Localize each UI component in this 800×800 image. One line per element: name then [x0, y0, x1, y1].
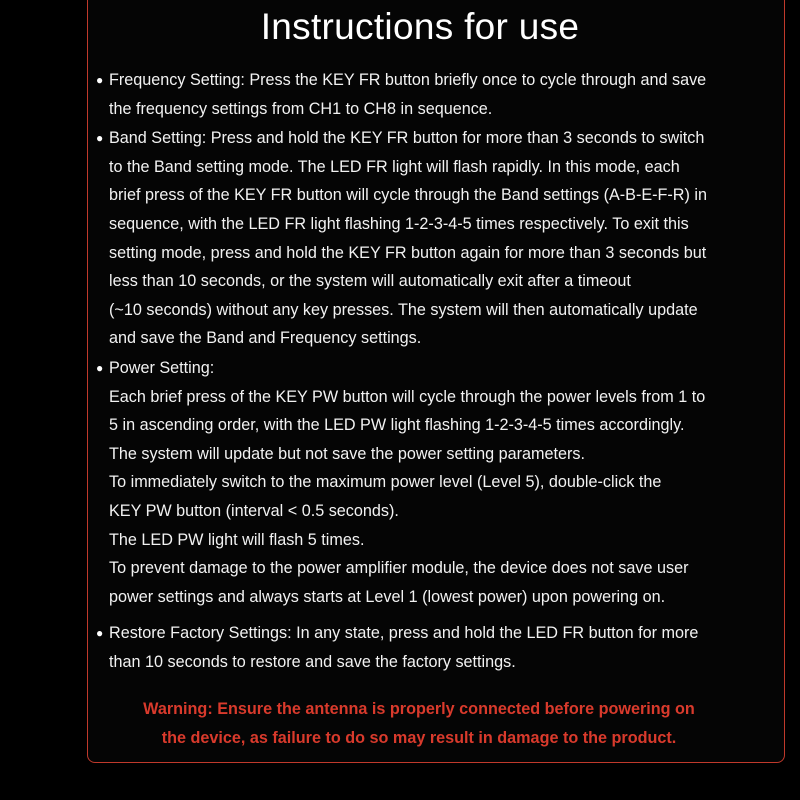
warning-text — [0, 695, 800, 753]
section-line: and save the Band and Frequency settings. — [109, 329, 422, 348]
bullet-icon: ● — [96, 360, 104, 375]
section-line: The LED PW light will flash 5 times. — [109, 530, 365, 549]
section-line: ● Restore Factory Settings: In any state, press and hold the LED FR button for more — [96, 619, 756, 648]
section-line: ● Frequency Setting: Press the KEY FR button briefly once to cycle through and save — [96, 66, 756, 95]
section-line: power settings and always starts at Level 1 (lowest power) upon powering on. — [109, 587, 666, 606]
section-line: ● Power Setting: — [96, 354, 756, 383]
section-line: brief press of the KEY FR button will cycle through the Band settings (A-B-E-F-R) in — [109, 186, 707, 205]
bullet-icon: ● — [96, 626, 104, 641]
section-line: To prevent damage to the power amplifier module, the device does not save user — [109, 559, 689, 578]
section-restore-factory-settings — [96, 619, 756, 676]
section-line: than 10 seconds to restore and save the factory settings. — [109, 652, 516, 671]
section-frequency-setting — [96, 66, 756, 123]
bullet-icon: ● — [96, 73, 104, 87]
section-power-setting — [96, 354, 756, 611]
section-line: to the Band setting mode. The LED FR light will flash rapidly. In this mode, each — [109, 157, 680, 176]
section-line: less than 10 seconds, or the system will automatically exit after a timeout — [109, 272, 631, 291]
bullet-icon: ● — [96, 131, 104, 146]
warning-line: Warning: Ensure the antenna is properly connected before powering on — [143, 700, 695, 718]
section-band-setting — [96, 124, 756, 353]
section-line: 5 in ascending order, with the LED PW light flashing 1-2-3-4-5 times accordingly. — [109, 416, 685, 435]
section-line: Each brief press of the KEY PW button will cycle through the power levels from 1 to — [109, 387, 706, 406]
section-line: sequence, with the LED FR light flashing 1-2-3-4-5 times respectively. To exit this — [109, 214, 689, 233]
warning-line: the device, as failure to do so may result in damage to the product. — [161, 729, 677, 747]
section-line: ● Band Setting: Press and hold the KEY FR button for more than 3 seconds to switch — [96, 124, 756, 153]
section-line: (~10 seconds) without any key presses. The system will then automatically update — [109, 300, 698, 319]
section-line: KEY PW button (interval < 0.5 seconds). — [109, 501, 399, 520]
section-line: the frequency settings from CH1 to CH8 in sequence. — [109, 99, 493, 118]
section-line: To immediately switch to the maximum power level (Level 5), double-click the — [109, 473, 662, 492]
page-title: Instructions for use — [260, 6, 580, 47]
instructions-content — [96, 66, 756, 677]
section-line: setting mode, press and hold the KEY FR button again for more than 3 seconds but — [109, 243, 707, 262]
section-line: The system will update but not save the power setting parameters. — [109, 444, 585, 463]
